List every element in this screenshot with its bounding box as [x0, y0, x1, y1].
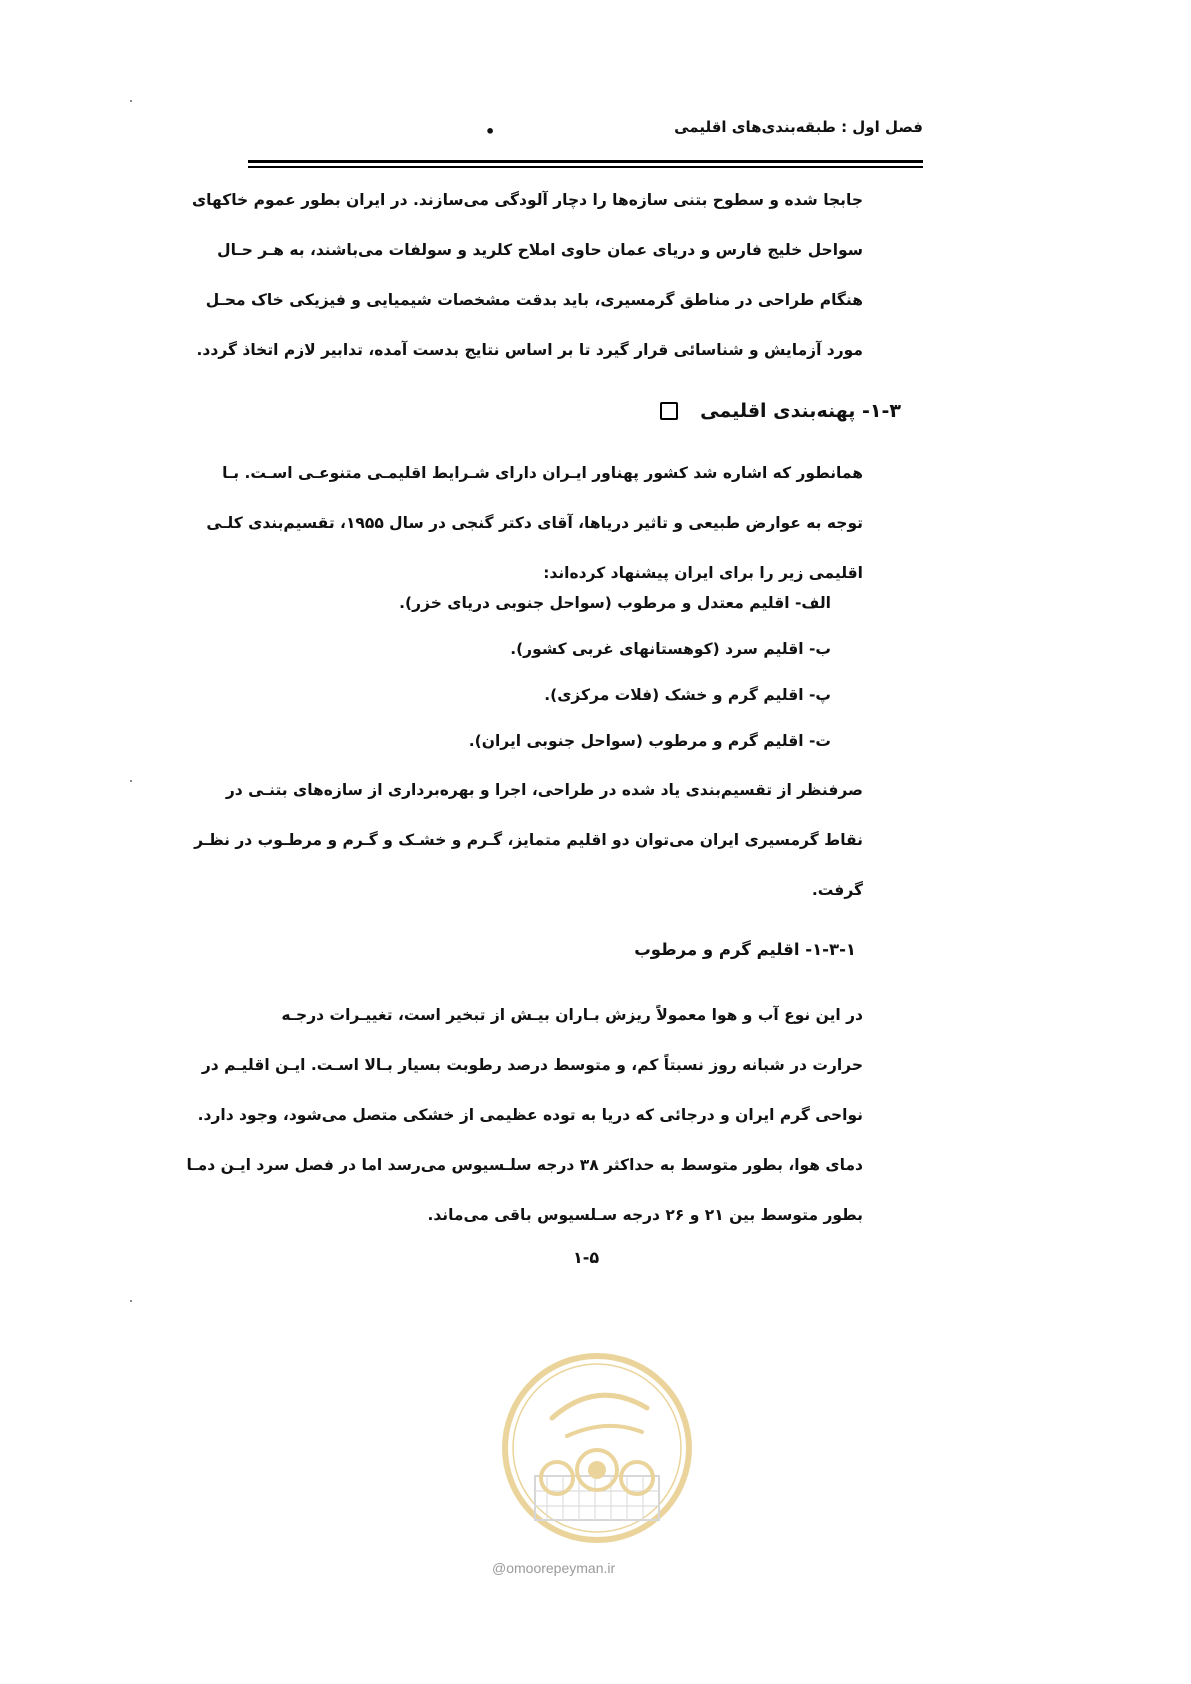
header-rule-thick [248, 160, 923, 163]
paragraph-line: سواحل خلیج فارس و دریای عمان حاوی املاح کلرید و سولفات می‌باشند، به هـر حـال [217, 241, 863, 259]
paragraph-line: حرارت در شبانه روز نسبتاً کم، و متوسط درصد رطوبت بسیار بـالا اسـت. ایـن اقلیـم در [201, 1056, 863, 1074]
watermark-site-text: @omoorepeyman.ir [492, 1560, 616, 1576]
section-heading-text: ۱-۳- پهنه‌بندی اقلیمی [700, 400, 901, 422]
scan-speck [130, 1300, 132, 1302]
paragraph-line: گرفت. [811, 881, 863, 899]
paragraph-line: صرفنظر از تقسیم‌بندی یاد شده در طراحی، اجرا و بهره‌برداری از سازه‌های بتنـی در [225, 781, 863, 799]
paragraph-line: مورد آزمایش و شناسائی قرار گیرد تا بر اساس نتایج بدست آمده، تدابیر لازم اتخاذ گردد. [196, 341, 863, 359]
climate-list [399, 580, 831, 764]
paragraph-line: نواحی گرم ایران و درجائی که دریا به توده عظیمی از خشکی متصل می‌شود، وجود دارد. [197, 1106, 863, 1124]
list-item: ت- اقلیم گرم و مرطوب (سواحل جنوبی ایران). [468, 732, 831, 750]
paragraph-line: دمای هوا، بطور متوسط به حداکثر ۳۸ درجه سلـسیوس می‌رسد اما در فصل سرد ایـن دمـا [186, 1156, 863, 1174]
paragraph-line: نقاط گرمسیری ایران می‌توان دو اقلیم متمایز، گـرم و خشـک و گـرم و مرطـوب در نظـر [194, 831, 863, 849]
paragraph-line: جابجا شده و سطوح بتنی سازه‌ها را دچار آلودگی می‌سازند. در ایران بطور عموم خاکهای [191, 191, 863, 209]
list-item: الف- اقلیم معتدل و مرطوب (سواحل جنوبی دریای خزر). [399, 594, 831, 612]
header-rule-thin [248, 166, 923, 168]
paragraph-line: توجه به عوارض طبیعی و تاثیر دریاها، آقای دکتر گنجی در سال ۱۹۵۵، تقسیم‌بندی کلـی [206, 514, 863, 532]
header-dot: • [485, 122, 496, 141]
paragraph-line: همانطور که اشاره شد کشور پهناور ایـران دارای شـرایط اقلیمـی متنوعـی اسـت. بـا [222, 464, 863, 482]
list-item: ب- اقلیم سرد (کوهستانهای غربی کشور). [510, 640, 831, 658]
chapter-header-title: فصل اول : طبقه‌بندی‌های اقلیمی [674, 118, 923, 136]
page-number: ۱-۵ [573, 1248, 600, 1267]
paragraph-hot-regions [194, 765, 863, 915]
paragraph-line: هنگام طراحی در مناطق گرمسیری، باید بدقت مشخصات شیمیایی و فیزیکی خاک محـل [205, 291, 863, 309]
section-heading [660, 400, 901, 422]
paragraph-hot-humid [186, 990, 863, 1240]
scan-speck [130, 780, 132, 782]
paragraph-line: در این نوع آب و هوا معمولاً ریزش بـاران بیـش از تبخیر است، تغییـرات درجـه [281, 1006, 863, 1024]
watermark-logo [497, 1348, 697, 1548]
subsection-heading: ۱-۳-۱- اقلیم گرم و مرطوب [634, 940, 856, 959]
checkbox-square-icon [660, 402, 678, 420]
list-item: پ- اقلیم گرم و خشک (فلات مرکزی). [544, 686, 831, 704]
scan-speck [130, 100, 132, 102]
paragraph-climate-intro [206, 448, 863, 598]
paragraph-soil-contamination [191, 175, 863, 375]
paragraph-line: اقلیمی زیر را برای ایران پیشنهاد کرده‌اند: [543, 564, 863, 582]
paragraph-line: بطور متوسط بین ۲۱ و ۲۶ درجه سـلسیوس باقی می‌ماند. [427, 1206, 863, 1224]
